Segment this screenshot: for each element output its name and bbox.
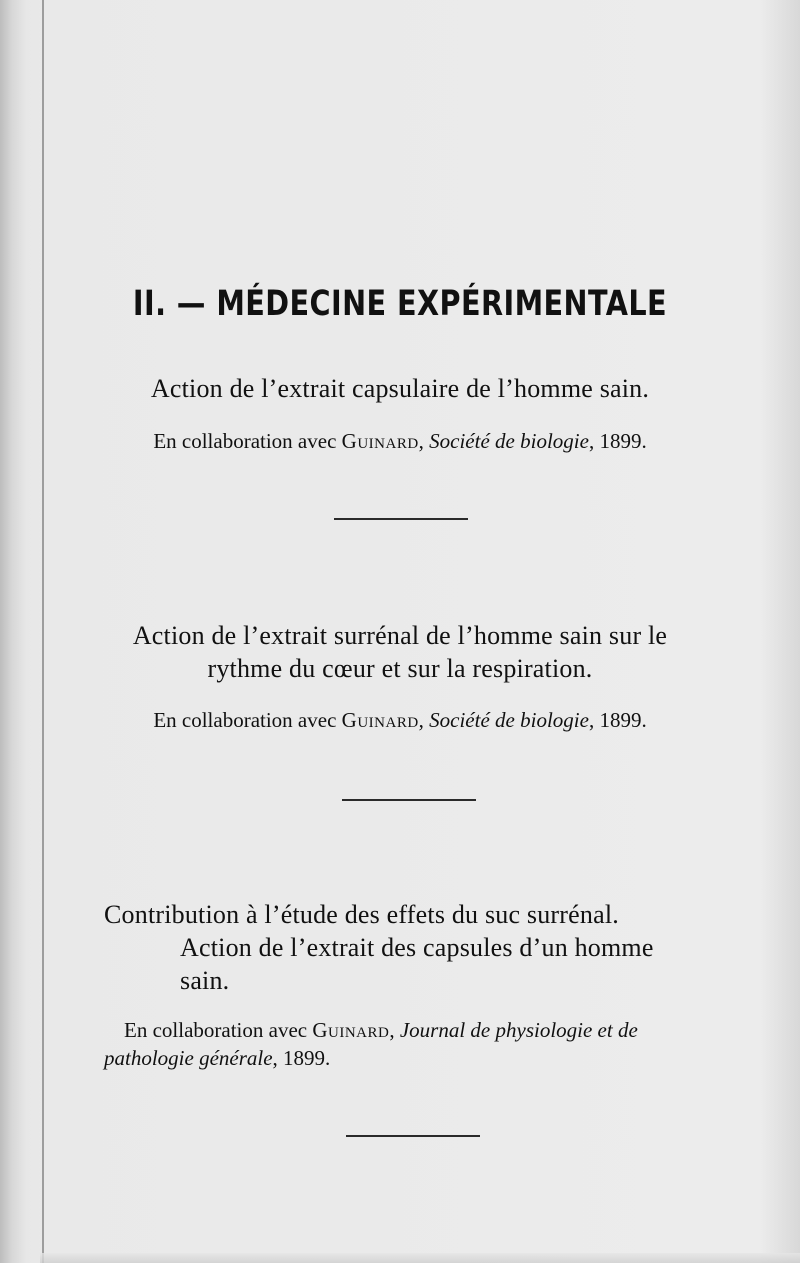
entry-3-title-line-2: Action de l’extrait des capsules d’un homme — [180, 933, 654, 962]
entry-2-year: , 1899. — [588, 708, 647, 732]
entry-3-journal: Journal de physiologie et de — [399, 1018, 638, 1042]
entry-1-collaboration — [0, 427, 800, 455]
entry-3-collab-sep: , — [389, 1018, 400, 1042]
entry-1-collab-prefix: En collaboration avec — [153, 429, 342, 453]
separator-rule-1 — [334, 518, 468, 520]
entry-1-title-line-1: Action de l’extrait capsulaire de l’homme sain. — [150, 374, 650, 403]
entry-3-year: , 1899. — [272, 1046, 331, 1070]
entry-2-collab-name: Guinard — [341, 708, 419, 732]
entry-1-collab-sep: , — [418, 429, 430, 453]
entry-3-collaboration — [104, 1016, 724, 1072]
entry-3-title-line-3: sain. — [180, 966, 230, 995]
separator-rule-3 — [346, 1135, 480, 1137]
entry-2-title — [0, 619, 800, 685]
entry-2-collaboration — [0, 706, 800, 734]
entry-2-collab-prefix: En collaboration avec — [153, 708, 342, 732]
entry-1-collab-name: Guinard — [341, 429, 419, 453]
entry-1-year: , 1899. — [588, 429, 647, 453]
entry-3-title — [104, 898, 724, 997]
entry-3-collab-prefix: En collaboration avec — [124, 1018, 313, 1042]
entry-2-title-line-1: Action de l’extrait surrénal de l’homme sain sur le — [132, 621, 668, 650]
entry-1-journal: Société de biologie — [429, 429, 589, 453]
section-heading: II. — MÉDECINE EXPÉRIMENTALE — [132, 284, 668, 324]
separator-rule-2 — [342, 799, 476, 801]
page-bottom-edge — [40, 1253, 800, 1263]
entry-2-journal: Société de biologie — [429, 708, 589, 732]
entry-2-collab-sep: , — [418, 708, 430, 732]
entry-3-title-line-1: Contribution à l’étude des effets du suc surrénal. — [104, 900, 619, 929]
entry-3-collab-name: Guinard — [312, 1018, 390, 1042]
entry-2-title-line-2: rythme du cœur et sur la respiration. — [207, 654, 593, 683]
entry-3-journal-line-2: pathologie générale — [104, 1046, 273, 1070]
entry-1-title — [0, 372, 800, 405]
